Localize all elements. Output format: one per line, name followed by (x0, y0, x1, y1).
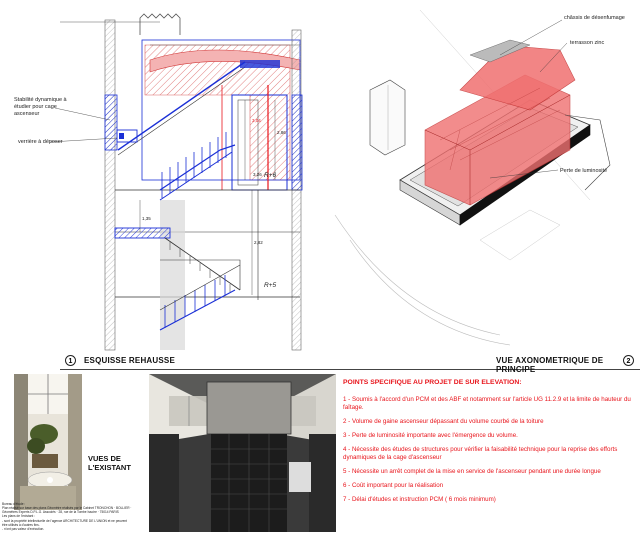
label-verriere: verrière à déposer (18, 139, 63, 145)
point-item-5: 5 - Nécessite un arrêt complet de la mise en service de l'ascenseur pendant une durée longue (343, 468, 601, 476)
label-r5: R+5 (264, 282, 277, 289)
section-drawing-svg (0, 0, 330, 352)
photo-elevator-svg (149, 374, 336, 532)
photo-interior-svg (14, 374, 82, 510)
photo-interior (14, 374, 82, 510)
vues-title: VUES DE L'EXISTANT (88, 454, 131, 472)
photo-elevator (149, 374, 336, 532)
point-item-3: 3 - Perte de luminosité importante avec l'émergence du volume. (343, 432, 518, 440)
dim-label-4: 1,35 (142, 216, 151, 221)
label-r6: R+6 (264, 172, 277, 179)
points-heading: POINTS SPECIFIQUE AU PROJET DE SUR ELEVATION: (343, 379, 522, 386)
point-item-2: 2 - Volume de gaine ascenseur dépassant du volume courbé de la toiture (343, 417, 544, 425)
dim-label-1: 3,04 (252, 118, 261, 123)
section-drawing (0, 0, 330, 352)
title-vue-axo: VUE AXONOMETRIQUE DE PRINCIPE (496, 356, 604, 374)
axonometric-svg (330, 0, 644, 352)
axonometric-drawing (330, 0, 644, 352)
label-terrasson: terrasson zinc (570, 40, 605, 46)
drawing-number-1: 1 (65, 355, 76, 366)
label-perte: Perte de luminosité (560, 168, 608, 174)
credits-text: Bureau d'étude : Plan réalisé sur base des plans Géomètre réalisés par le Cabinet TRONCHON · BOLLIER · Géomètres Experts D.P.L.G. Associés · 28, rue de la Tombe Issoire · 75014 PARIS Les plans de l'existant : - sont la propriété intellectuelle de l'agence ARCHITECTURE DE L'UNION et ne peuvent être utilisés à d'autres fins. - n'ont pas valeur d'exécution. (2, 502, 132, 531)
point-item-1: 1 - Soumis à l'accord d'un PCM et des ABF et notamment sur l'article UG 11.2.9 et la limite de hauteur du faîtage. (343, 395, 631, 411)
title-bar (60, 353, 640, 374)
point-item-7: 7 - Délai d'études et instruction PCM ( 6 mois minimum) (343, 496, 496, 504)
dim-label-3: 3,26 (253, 172, 262, 177)
dim-label-5: 2,82 (254, 240, 263, 245)
dim-label-2: 2,86 (277, 130, 286, 135)
label-chassis: châssis de désenfumage (564, 15, 625, 21)
label-stabilite: Stabilité dynamique à étudier pour cage ascenseur (14, 97, 67, 117)
title-esquisse: ESQUISSE REHAUSSE (84, 356, 175, 365)
drawing-number-2: 2 (623, 355, 634, 366)
points-block (343, 379, 639, 504)
point-item-4: 4 - Nécessite des études de structures pour vérifier la faisabilité technique pour la reprise des efforts dynamiques de la cage d'ascenseur (343, 446, 618, 462)
point-item-6: 6 - Coût important pour la réalisation (343, 482, 444, 490)
